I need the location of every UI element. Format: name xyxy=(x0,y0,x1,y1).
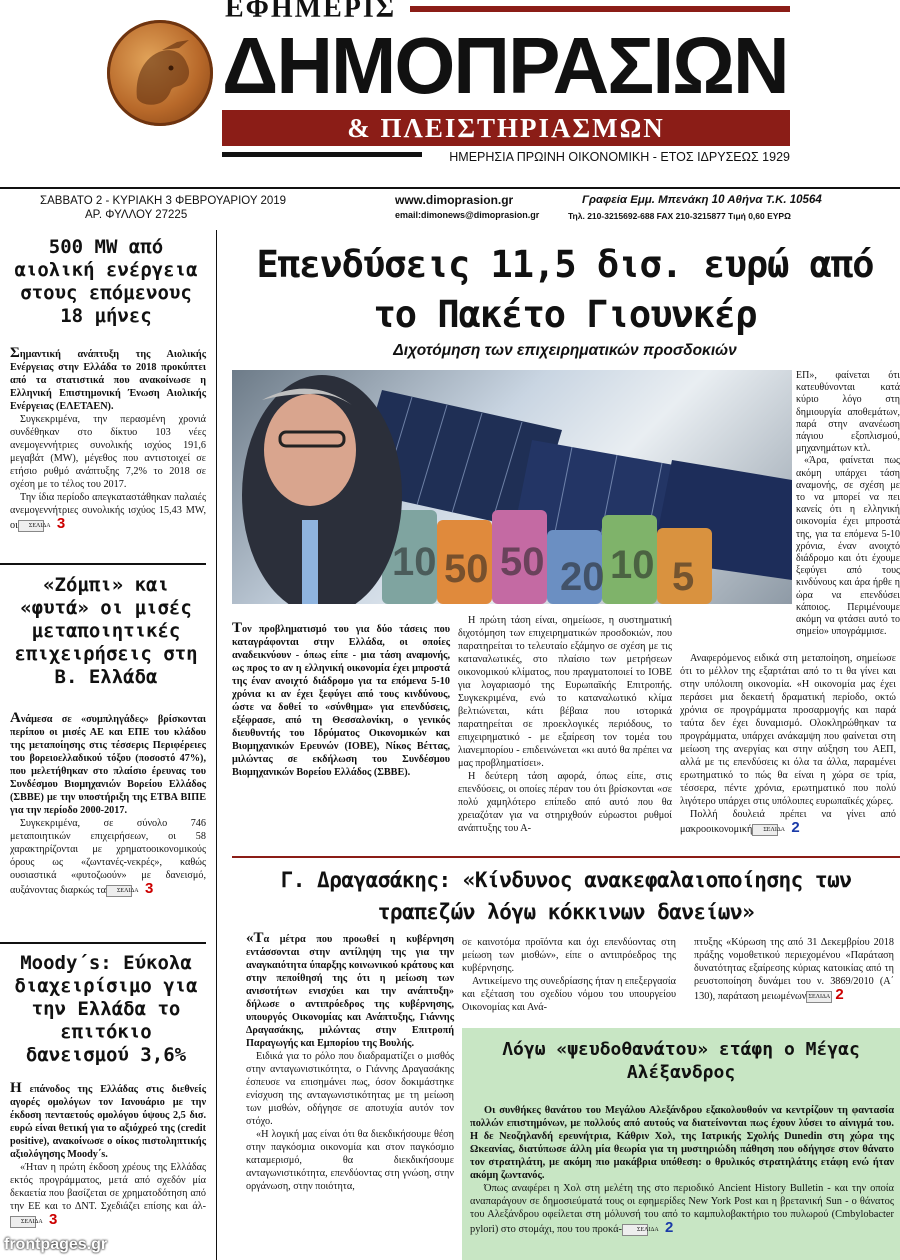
svg-text:20: 20 xyxy=(560,555,605,599)
main-headline[interactable]: Επενδύσεις 11,5 δισ. ευρώ από το Πακέτο Γιουνκέρ xyxy=(256,243,874,336)
left2-p1: Συγκεκριμένα, σε σύνολο 746 μεταποιητικών επιχειρήσεων, οι 58 χαρακτηρίζονται με χρηματοοικονομικούς όρους ως «ζωντανές-νεκρές», καθώς ουσιαστικά «φυτοζωούν» με δανεισμό, αυξάνοντας διαρκώς τα xyxy=(10,818,206,896)
main-col3-top: ΕΠ», φαίνεται ότι κατευθύνονται κατά κύριο λόγο στη δημιουργία αποθεμάτων, παρά στην ανανέωση πάγιου εξοπλισμού, μηχανημάτων κτλ. xyxy=(796,370,900,455)
main-col3-quote: «Άρα, φαίνεται πως ακόμη υπάρχει τάση αναμονής, σε σχέση με το να μπορεί να πει κανείς ότι η ελληνική οικονομία έχει μπροστά της, για τα επόμενα 5-10 χρόνια, έναν ανοιχτό διάδρομο και ότι έχουμε ξεφύγει από τους κινδύνους και άρα ήρθε η ώρα να επενδύσει κάποιος. Περιμένουμε ακόμη να φτάσει αυτό το σημείο» υπογράμμισε. xyxy=(796,455,900,638)
main-col3-p3: Πολλή δουλειά πρέπει να γίνει από μακροοικονομική xyxy=(680,809,896,835)
main-col2 xyxy=(458,614,672,835)
email-link[interactable]: email:dimonews@dimoprasion.gr xyxy=(395,210,540,220)
drag-col1-text: α μέτρα που προωθεί η κυβέρνηση εντάσσονται στην αντίληψη της για την αναγκαιότητα ύπαρξης κοινωνικού κράτους και στην πεποίθησή της ότι η μείωση των ανισοτήτων ενισχύει και την ανάπτυξη» δήλωσε ο αντιπρόεδρος της κυβέρνησης, υπουργός Οικονομίας και Ανάπτυξης, Γιάννης Δραγασάκης, μιλώντας στην Επιτροπή Παραγωγής και Εμπορίου της Βουλής. xyxy=(246,934,454,1049)
main-col1-text: ον προβληματισμό του για δύο τάσεις που καταγράφονται στην Ελλάδα, οι οποίες αναδεικνύουν - όπως είπε - μια τάση αναμονής, ως προς το αν η ελληνική οικονομία έχει μπροστά της έναν ανοιχτό διάδρομο για τα επόμενα 5-10 χρόνια κι αν έχει ξεφύγει από τους κινδύνους, ώστε να δοθεί το «σύνθημα» για επενδύσεις, εξέφρασε, από τη Θεσσαλονίκη, ο γενικός διευθυντής του Ιδρύματος Οικονομικών και Βιομηχανικών Ερευνών (ΙΟΒΕ), Νίκος Βέττας, μιλώντας σε εκδήλωση του Συνδέσμου Βιομηχανικών Βορείου Ελλάδος (ΣΒΒΕ). xyxy=(232,624,450,778)
main-col3-top-wrap xyxy=(796,370,900,638)
left1-page-ref[interactable]: 3 xyxy=(56,515,66,532)
drag-col2-p2: Αντικείμενο της συνεδρίασης ήταν η επεξεργασία και εξέταση του σχεδίου νόμου του υπουργείου Οικονομίας και Ανά- xyxy=(462,976,676,1013)
left1-p2: Την ίδια περίοδο απεγκαταστάθηκαν παλαιές ανεμογεννήτριες συνολικής ισχύος 15,43 MW, οι xyxy=(10,492,206,531)
left1-headline[interactable]: 500 MW από αιολική ενέργεια στους επόμενους 18 μήνες xyxy=(14,236,198,327)
phone-info: Τηλ. 210-3215692-688 FAX 210-3215877 Τιμή 0,60 ΕΥΡΩ xyxy=(568,211,791,221)
office-address: Γραφεία Εμμ. Μπενάκη 10 Αθήνα Τ.Κ. 10564 xyxy=(582,194,822,206)
main-photo xyxy=(232,370,792,604)
page-arrow-icon: ΣΕΛΙΔΑ xyxy=(10,1216,36,1228)
svg-text:10: 10 xyxy=(610,543,655,587)
rule-left-1 xyxy=(0,563,206,565)
drag-dropcap: «Τ xyxy=(246,930,264,946)
main-col3 xyxy=(680,652,896,836)
alex-body xyxy=(470,1104,894,1236)
alex-page-ref[interactable]: 2 xyxy=(665,1219,674,1236)
svg-text:5: 5 xyxy=(672,555,695,599)
masthead-bar-title: & ΠΛΕΙΣΤΗΡΙΑΣΜΩΝ xyxy=(222,110,790,146)
main-page-ref[interactable]: 2 xyxy=(791,819,800,836)
left2-dropcap: Α xyxy=(10,710,21,726)
page-arrow-icon: ΣΕΛΙΔΑ xyxy=(622,1224,648,1236)
juncker-solar-money-illustration xyxy=(232,370,792,604)
main-col3-p2: Αναφερόμενος ειδικά στη μεταποίηση, σημείωσε ότι το μέλλον της εξαρτάται από το τι θα γίνει και στην υπόλοιπη οικονομία. «Η οικονομία μας έχει περάσει μια δεκαετή δραματική περίοδο, οκτώ χρόνια σε προγράμματα προσαρμογής και παρά ταύτα δεν έχει δυναμισμό. Ολοκληρώθηκαν τα προγράμματα, υπάρχει ανάκαμψη που φαίνεται στη μείωση της ανεργίας και στην αύξηση του ΑΕΠ, αλλά με τις επενδύσεις κι όλα τα άλλα, παραμένει ερωτηματικό το πώς θα είναι η χώρα σε τρία, τέσσερα, πέντε χρόνια, ερωτηματικό που πολύ λιγότερο υπάρχει στις υπόλοιπες ευρωπαϊκές χώρες. xyxy=(680,653,896,807)
hermes-head-icon xyxy=(107,20,213,126)
drag-col1-p2: Ειδικά για το ρόλο που διαδραματίζει ο μισθός στην ανταγωνιστικότητα, ο Γιάννης Δραγασάκης έσπευσε να επισημάνει πως, όσον δοκιμάστηκε ενίσχυση της ανταγωνιστικότητας με τη μείωση των μισθών, οδήγησε σε αποτυχία αυτόν τον στόχο. xyxy=(246,1051,454,1127)
left1-lead: ημαντική ανάπτυξη της Αιολικής Ενέργειας στην Ελλάδα το 2018 προκύπτει από τα στατιστικά που ανακοίνωσε η Ελληνική Επιστημονική Ένωση Αιολικής Ενέργειας (ΕΛΕΤΑΕΝ). xyxy=(10,349,206,412)
masthead-subtitle: ΗΜΕΡΗΣΙΑ ΠΡΩΙΝΗ ΟΙΚΟΝΟΜΙΚΗ - ΕΤΟΣ ΙΔΡΥΣΕΩΣ 1929 xyxy=(449,150,790,164)
issue-date: ΣΑΒΒΑΤΟ 2 - ΚΥΡΙΑΚΗ 3 ΦΕΒΡΟΥΑΡΙΟΥ 2019 xyxy=(40,195,287,207)
drag-headline[interactable]: Γ. Δραγασάκης: «Κίνδυνος ανακεφαλαιοποίησης των τραπεζών λόγω κόκκινων δανείων» xyxy=(280,868,852,924)
drag-col2-p1: σε καινοτόμα προϊόντα και όχι επενδύοντας στη μείωση των μισθών», είπε ο αντιπρόεδρος της κυβέρνησης. xyxy=(462,937,676,974)
rule-main-red xyxy=(232,856,900,858)
drag-col2 xyxy=(462,936,676,1014)
left1-p1: Συγκεκριμένα, την περασμένη χρονιά συνδέθηκαν στο δίκτυο 103 νέες ανεμογεννήτριες συνολικής ισχύος 191,6 μεγαβάτ (MW), μέγεθος που αντιστοιχεί σε ετήσιο ρυθμό ανάπτυξης 7,2% το 2018 σε σχέση με το τέλος του 2017. xyxy=(10,414,206,490)
drag-col1-p3: «Η λογική μας είναι ότι θα διεκδικήσουμε θέση στην παγκόσμια οικονομία και στον παγκόσμιο καταμερισμό, θα διεκδικήσουμε ανταγωνιστικότητα, επενδύοντας στη γνώση, στην οργάνωση, στην ποιότητα, xyxy=(246,1129,454,1192)
left3-page-ref[interactable]: 3 xyxy=(49,1211,58,1228)
website-link[interactable]: www.dimoprasion.gr xyxy=(395,193,514,207)
drag-page-ref[interactable]: 2 xyxy=(835,986,844,1003)
left3-dropcap: Η xyxy=(10,1080,22,1096)
svg-text:50: 50 xyxy=(444,547,489,591)
page-arrow-icon: ΣΕΛΙΔΑ xyxy=(106,885,132,897)
left2-headline[interactable]: «Ζόμπι» και «φυτά» οι μισές μεταποιητικές επιχειρήσεις στη Β. Ελλάδα xyxy=(14,574,198,688)
page-arrow-icon: ΣΕΛΙΔΑ xyxy=(806,991,832,1003)
column-rule-left xyxy=(216,230,217,1260)
main-dropcap: Τ xyxy=(232,620,243,636)
alex-headline[interactable]: Λόγω «ψευδοθανάτου» ετάφη ο Μέγας Αλέξανδρος xyxy=(502,1039,860,1083)
masthead-main-title: ΔΗΜΟΠΡΑΣΙΩΝ xyxy=(222,21,788,110)
drag-col3 xyxy=(694,936,894,1003)
main-col2-p2: Η δεύτερη τάση αφορά, όπως είπε, στις επενδύσεις, οι οποίες πέραν του ότι βρίσκονται «σε πολύ χαμηλότερο επίπεδο από αυτό που θα χρειαζόταν για να στηριχθούν εύρωστοι ρυθμοί ανάπτυξης του Α- xyxy=(458,771,672,834)
left1-dropcap: Σ xyxy=(10,345,20,361)
masthead-sub-rule xyxy=(222,152,422,157)
drag-col1 xyxy=(246,932,454,1193)
watermark: frontpages.gr xyxy=(4,1236,108,1253)
alexander-story-box xyxy=(462,1028,900,1260)
alex-lead: Οι συνθήκες θανάτου του Μεγάλου Αλεξάνδρου εξακολουθούν να κεντρίζουν τη φαντασία πολλών επιστημόνων, με πολλούς από αυτούς να διατείνονται πως έχουν λύσει το αίνιγμά του. Η δε Νεοζηλανδή ερευνήτρια, Κάθριν Χολ, της Ιατρικής Σχολής Dunedin στη χώρα της Ωκεανίας, διατύπωσε άλλη μία θεωρία για τη μυστηριώδη πάθηση που οδήγησε στον θάνατο τον στρατηλάτη, με ακόμη πιο μακάβρια υπόθεση: ο θρυλικός στρατηλάτης ετάφη ενώ ήταν ακόμη ζωντανός. xyxy=(470,1105,894,1181)
drag-col3-p1: πτυξης «Κύρωση της από 31 Δεκεμβρίου 2018 πράξης νομοθετικού περιεχομένου «Παράταση δυνατότητας εξαίρεσης κύριας κατοικίας από τη ρευστοποίηση δυνάμει του ν. 3869/2010 (Α΄ 130), παράταση μειωμένων xyxy=(694,937,894,1002)
masthead-top-rule xyxy=(410,6,790,12)
issue-number: ΑΡ. ΦΥΛΛΟΥ 27225 xyxy=(85,209,188,221)
main-col1 xyxy=(232,622,450,779)
svg-text:50: 50 xyxy=(500,540,545,584)
masthead-divider xyxy=(0,187,900,189)
left3-headline[interactable]: Moody΄s: Εύκολα διαχειρίσιμο για την Ελλάδα το επιτόκιο δανεισμού 3,6% xyxy=(14,952,198,1066)
svg-text:10: 10 xyxy=(392,540,437,584)
left3-lead: επάνοδος της Ελλάδας στις διεθνείς αγορές ομολόγων τον Ιανουάριο με την έκδοση πενταετούς ομολόγου ύψους 2,5 δισ. ευρώ είναι θετική για το αξιόχρεό της (credit positive), ανακοίνωσε ο οίκος πιστοληπτικής αξιολόγησης Moody΄s. xyxy=(10,1084,206,1160)
left1-body xyxy=(10,347,206,532)
masthead-logo-coin xyxy=(107,20,213,126)
page-arrow-icon: ΣΕΛΙΔΑ xyxy=(752,824,778,836)
left3-p1: «Ήταν η πρώτη έκδοση χρέους της Ελλάδας εκτός προγράμματος, μετά από σχεδόν μία δεκαετία που βασίζεται σε χρηματοδότηση από την ΕΕ και το ΔΝΤ. Σχεδιάζει επίσης και άλ- xyxy=(10,1162,206,1212)
main-subhead: Διχοτόμηση των επιχειρηματικών προσδοκιών xyxy=(393,342,737,359)
left2-lead: νάμεσα σε «συμπληγάδες» βρίσκονται περίπου οι μισές ΑΕ και ΕΠΕ του κλάδου της μεταποίησης στις τέσσερις Περιφέρειες του βορειοελλαδικού τόξου (ποσοστό 47%), που μελετήθηκαν στο πλαίσιο έρευνας του Συνδέσμου Βιομηχανιών Βορείου Ελλάδος (ΣΒΒΕ) με την υποστήριξη της ΕΤΒΑ ΒΙΠΕ για την περίοδο 2000-2017. xyxy=(10,714,206,816)
masthead-small-title: ΕΦΗΜΕΡΙΣ xyxy=(225,0,397,24)
main-col2-p1: Η πρώτη τάση είναι, σημείωσε, η συστηματική διχοτόμηση των επιχειρηματικών προσδοκιών, που παρατηρείται το τελευταίο εξάμηνο σε σχέση με τις καταναλωτικές, στο πλαίσιο των μετρήσεων οικονομικού κλίματος, που πραγματοποιεί το ΙΟΒΕ για λογαριασμό της Ευρωπαϊκής Επιτροπής. Συγκεκριμένα, ενώ το καταναλωτικό κλίμα βελτιώνεται, κάτι βέβαια που ιστορικά παρατηρείται σε προεκλογικές περιόδους, το επιχειρηματικό - με εξαίρεση τον τομέα του λιανεμπορίου - επιδεινώνεται «κι αυτό θα πρέπει να μας προβληματίσει». xyxy=(458,615,672,769)
page-arrow-icon: ΣΕΛΙΔΑ xyxy=(18,520,44,532)
alex-p1: Όπως αναφέρει η Χολ στη μελέτη της στο περιοδικό Ancient History Bulletin - και την οποία αναπαράγουν σε δημοσιεύματά τους οι εφημερίδες New York Post και η βρετανική Sun - ο θάνατος του Αλεξάνδρου οφείλεται στη μόλυνσή του από το καμπυλοβακτήριο του πυλωρού (Cmbylobacter pylori) στο στομάχι, που του προκά- xyxy=(470,1183,894,1235)
left2-page-ref[interactable]: 3 xyxy=(144,880,154,897)
rule-left-2 xyxy=(0,942,206,944)
left3-body xyxy=(10,1082,206,1228)
left2-body xyxy=(10,712,206,897)
